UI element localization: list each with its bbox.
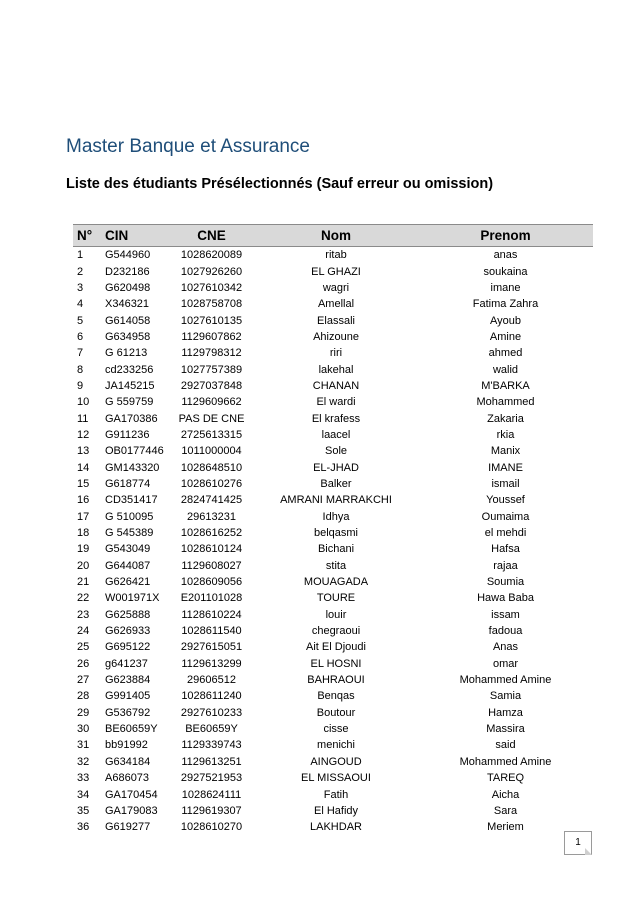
cell-cne: 1028610276 <box>180 477 243 490</box>
cell-cne: 1129613299 <box>181 657 242 670</box>
cell-prenom: rajaa <box>493 559 518 572</box>
cell-number: 5 <box>77 314 84 327</box>
table-row <box>73 263 593 279</box>
cell-number: 2 <box>77 265 84 278</box>
cell-cin: G644087 <box>105 559 151 572</box>
cell-number: 33 <box>77 772 90 785</box>
cell-cin: G991405 <box>105 690 151 703</box>
cell-prenom: imane <box>490 281 521 294</box>
cell-cne: 1027926260 <box>180 265 243 278</box>
cell-nom: Balker <box>320 477 352 490</box>
cell-number: 32 <box>77 755 90 768</box>
cell-prenom: Ayoub <box>490 314 521 327</box>
cell-cin: G 61213 <box>105 347 148 360</box>
cell-number: 4 <box>77 298 84 311</box>
cell-prenom: Samia <box>489 690 522 703</box>
table-body <box>73 247 593 836</box>
cell-prenom: el mehdi <box>484 527 527 540</box>
cell-number: 9 <box>77 379 84 392</box>
cell-prenom: said <box>495 739 516 752</box>
cell-prenom: fadoua <box>488 625 523 638</box>
cell-cne: 1027610342 <box>180 281 243 294</box>
cell-nom: Elassali <box>317 314 355 327</box>
cell-cin: G634184 <box>105 755 151 768</box>
cell-number: 30 <box>77 723 90 736</box>
cell-prenom: walid <box>492 363 519 376</box>
cell-nom: belqasmi <box>313 527 359 540</box>
cell-number: 3 <box>77 281 84 294</box>
cell-prenom: Meriem <box>487 821 524 834</box>
cell-number: 14 <box>77 461 90 474</box>
cell-cne: 1028620089 <box>180 249 243 262</box>
table-row <box>73 737 593 753</box>
cell-number: 23 <box>77 608 90 621</box>
page-number: 1 <box>575 837 581 848</box>
cell-cne: 2927037848 <box>180 379 243 392</box>
header-row <box>73 225 593 247</box>
cell-cin: G620498 <box>105 281 151 294</box>
cell-number: 13 <box>77 445 90 458</box>
table-row <box>73 656 593 672</box>
table-row <box>73 476 593 492</box>
cell-cin: GA170386 <box>105 412 158 425</box>
cell-cin: G536792 <box>105 706 151 719</box>
cell-cin: G618774 <box>105 477 151 490</box>
cell-cne: 1129798312 <box>181 347 242 360</box>
cell-nom: wagri <box>322 281 350 294</box>
table-row <box>73 639 593 655</box>
cell-prenom: Oumaima <box>481 510 530 523</box>
cell-prenom: Manix <box>490 445 521 458</box>
cell-nom: EL-JHAD <box>313 461 359 474</box>
cell-cne: 1129609662 <box>181 396 242 409</box>
cell-cne: 1128610224 <box>181 608 242 621</box>
cell-nom: Ait El Djoudi <box>306 641 366 654</box>
table-row <box>73 541 593 557</box>
table-row <box>73 329 593 345</box>
cell-cne: 2824741425 <box>180 494 243 507</box>
cell-number: 17 <box>77 510 90 523</box>
cell-number: 1 <box>77 249 84 262</box>
cell-cne: E201101028 <box>180 592 243 605</box>
table-row <box>73 410 593 426</box>
page-number-badge <box>564 831 592 855</box>
cell-prenom: TAREQ <box>486 772 525 785</box>
cell-number: 8 <box>77 363 84 376</box>
table-row <box>73 492 593 508</box>
table-row <box>73 705 593 721</box>
cell-prenom: Mohammed Amine <box>459 674 552 687</box>
cell-prenom: Hafsa <box>491 543 520 556</box>
cell-cne: 1011000004 <box>181 445 242 458</box>
cell-nom: ritab <box>325 249 347 262</box>
cell-number: 27 <box>77 674 90 687</box>
cell-number: 36 <box>77 821 90 834</box>
cell-number: 11 <box>77 412 89 425</box>
cell-cin: X346321 <box>105 298 150 311</box>
cell-nom: riri <box>329 347 343 360</box>
cell-cin: D232186 <box>105 265 150 278</box>
cell-number: 26 <box>77 657 90 670</box>
cell-cne: BE60659Y <box>185 723 238 736</box>
cell-cin: cd233256 <box>105 363 154 376</box>
document-title: Master Banque et Assurance <box>66 136 310 157</box>
cell-prenom: M'BARKA <box>481 379 530 392</box>
cell-number: 18 <box>77 527 90 540</box>
table-row <box>73 770 593 786</box>
table-row <box>73 247 593 264</box>
table-row <box>73 819 593 835</box>
cell-nom: cisse <box>323 723 349 736</box>
table-row <box>73 590 593 606</box>
cell-cin: W001971X <box>105 592 160 605</box>
cell-cin: GA179083 <box>105 804 158 817</box>
column-header-cne: CNE <box>169 225 254 247</box>
cell-cin: A686073 <box>105 772 150 785</box>
cell-prenom: Mohammed Amine <box>459 755 552 768</box>
cell-prenom: IMANE <box>488 461 523 474</box>
cell-prenom: issam <box>491 608 520 621</box>
table-row <box>73 345 593 361</box>
table-row <box>73 296 593 312</box>
cell-nom: AINGOUD <box>310 755 362 768</box>
cell-nom: lakehal <box>318 363 354 376</box>
cell-prenom: Massira <box>486 723 525 736</box>
table-row <box>73 312 593 328</box>
cell-nom: laacel <box>321 428 351 441</box>
cell-prenom: Amine <box>489 330 522 343</box>
cell-cne: 1028616252 <box>180 527 243 540</box>
cell-cne: 1129607862 <box>181 330 242 343</box>
cell-nom: TOURE <box>316 592 356 605</box>
cell-cne: 1129619307 <box>181 804 242 817</box>
cell-nom: El krafess <box>311 412 361 425</box>
table-row <box>73 786 593 802</box>
cell-number: 29 <box>77 706 90 719</box>
cell-cne: PAS DE CNE <box>178 412 245 425</box>
cell-cin: G911236 <box>105 428 150 441</box>
cell-cin: G614058 <box>105 314 151 327</box>
cell-nom: chegraoui <box>311 625 361 638</box>
table-row <box>73 672 593 688</box>
cell-prenom: ismail <box>491 477 520 490</box>
table-header <box>73 225 593 247</box>
cell-number: 19 <box>77 543 90 556</box>
cell-cin: G 510095 <box>105 510 154 523</box>
cell-prenom: omar <box>492 657 519 670</box>
cell-cin: CD351417 <box>105 494 158 507</box>
cell-cin: G 545389 <box>105 527 154 540</box>
cell-number: 35 <box>77 804 90 817</box>
cell-cin: G625888 <box>105 608 151 621</box>
cell-nom: EL HOSNI <box>310 657 362 670</box>
cell-number: 10 <box>77 396 90 409</box>
cell-nom: stita <box>325 559 347 572</box>
column-header-cin: CIN <box>103 225 169 247</box>
cell-cne: 1027610135 <box>180 314 243 327</box>
column-header-nom: Nom <box>254 225 418 247</box>
cell-number: 20 <box>77 559 90 572</box>
cell-cin: G 559759 <box>105 396 154 409</box>
cell-number: 16 <box>77 494 90 507</box>
cell-nom: MOUAGADA <box>303 576 369 589</box>
table-row <box>73 443 593 459</box>
cell-nom: Fatih <box>323 788 349 801</box>
cell-prenom: Sara <box>493 804 518 817</box>
cell-prenom: Mohammed <box>476 396 535 409</box>
cell-cin: OB0177446 <box>105 445 164 458</box>
cell-nom: Bichani <box>317 543 355 556</box>
cell-nom: menichi <box>317 739 355 752</box>
cell-nom: El wardi <box>316 396 356 409</box>
cell-nom: Ahizoune <box>313 330 359 343</box>
cell-number: 7 <box>77 347 84 360</box>
table-row <box>73 459 593 475</box>
cell-cin: G695122 <box>105 641 151 654</box>
cell-prenom: rkia <box>496 428 515 441</box>
cell-cne: 29606512 <box>187 674 236 687</box>
cell-number: 12 <box>77 428 90 441</box>
cell-nom: EL MISSAOUI <box>301 772 371 785</box>
table-row <box>73 280 593 296</box>
cell-nom: CHANAN <box>312 379 360 392</box>
cell-cin: G626421 <box>105 576 151 589</box>
cell-prenom: Hawa Baba <box>477 592 534 605</box>
cell-number: 21 <box>77 576 90 589</box>
cell-nom: Amellal <box>317 298 355 311</box>
table-row <box>73 688 593 704</box>
table-row <box>73 574 593 590</box>
table-row <box>73 721 593 737</box>
cell-cne: 1027757389 <box>180 363 243 376</box>
cell-nom: Idhya <box>322 510 350 523</box>
cell-nom: EL GHAZI <box>311 265 361 278</box>
cell-number: 28 <box>77 690 90 703</box>
table-row <box>73 509 593 525</box>
cell-cin: JA145215 <box>105 379 155 392</box>
cell-cne: 1129339743 <box>181 739 242 752</box>
students-table <box>73 224 593 835</box>
cell-nom: BAHRAOUI <box>307 674 365 687</box>
cell-cin: bb91992 <box>105 739 148 752</box>
cell-cne: 1129608027 <box>181 559 242 572</box>
cell-cne: 1028610270 <box>180 821 243 834</box>
cell-prenom: Zakaria <box>487 412 524 425</box>
table-row <box>73 803 593 819</box>
cell-nom: louir <box>325 608 347 621</box>
cell-cin: G623884 <box>105 674 151 687</box>
table-row <box>73 623 593 639</box>
cell-number: 6 <box>77 330 84 343</box>
cell-cin: G544960 <box>105 249 151 262</box>
column-header-prenom: Prenom <box>418 225 593 247</box>
cell-cin: GM143320 <box>105 461 160 474</box>
cell-cne: 1028611540 <box>181 625 242 638</box>
table-row <box>73 754 593 770</box>
table-row <box>73 361 593 377</box>
cell-prenom: Hamza <box>488 706 523 719</box>
cell-prenom: soukaina <box>483 265 528 278</box>
cell-number: 22 <box>77 592 90 605</box>
cell-nom: Boutour <box>316 706 356 719</box>
cell-nom: Sole <box>324 445 348 458</box>
cell-cne: 1028648510 <box>180 461 243 474</box>
cell-cin: G626933 <box>105 625 151 638</box>
cell-cin: g641237 <box>105 657 148 670</box>
cell-prenom: Fatima Zahra <box>472 298 539 311</box>
cell-nom: LAKHDAR <box>310 821 362 834</box>
cell-nom: El Hafidy <box>313 804 359 817</box>
cell-cin: G543049 <box>105 543 151 556</box>
cell-cin: G634958 <box>105 330 151 343</box>
table-row <box>73 378 593 394</box>
cell-cne: 1028624111 <box>181 788 242 801</box>
cell-cne: 2927610233 <box>180 706 243 719</box>
cell-nom: Benqas <box>317 690 355 703</box>
table-row <box>73 427 593 443</box>
cell-prenom: anas <box>493 249 518 262</box>
document-subtitle: Liste des étudiants Présélectionnés (Sauf erreur ou omission) <box>66 176 494 192</box>
cell-prenom: Aicha <box>491 788 520 801</box>
cell-cne: 1129613251 <box>181 755 242 768</box>
cell-prenom: ahmed <box>488 347 523 360</box>
cell-cne: 1028611240 <box>181 690 242 703</box>
cell-nom: AMRANI MARRAKCHI <box>280 494 392 507</box>
cell-cin: G619277 <box>105 821 151 834</box>
table-row <box>73 558 593 574</box>
cell-number: 25 <box>77 641 90 654</box>
cell-cin: GA170454 <box>105 788 158 801</box>
cell-number: 31 <box>77 739 90 752</box>
table-row <box>73 525 593 541</box>
table-row <box>73 607 593 623</box>
cell-prenom: Youssef <box>486 494 525 507</box>
cell-number: 34 <box>77 788 90 801</box>
cell-cne: 29613231 <box>187 510 236 523</box>
cell-cne: 1028609056 <box>180 576 243 589</box>
table-row <box>73 394 593 410</box>
cell-cin: BE60659Y <box>105 723 158 736</box>
cell-prenom: Anas <box>492 641 519 654</box>
cell-number: 15 <box>77 477 90 490</box>
cell-cne: 1028758708 <box>180 298 243 311</box>
cell-cne: 1028610124 <box>180 543 243 556</box>
column-header-number: N° <box>73 225 103 247</box>
cell-prenom: Soumia <box>486 576 525 589</box>
cell-cne: 2927615051 <box>180 641 243 654</box>
cell-cne: 2927521953 <box>180 772 243 785</box>
cell-cne: 2725613315 <box>180 428 243 441</box>
cell-number: 24 <box>77 625 90 638</box>
